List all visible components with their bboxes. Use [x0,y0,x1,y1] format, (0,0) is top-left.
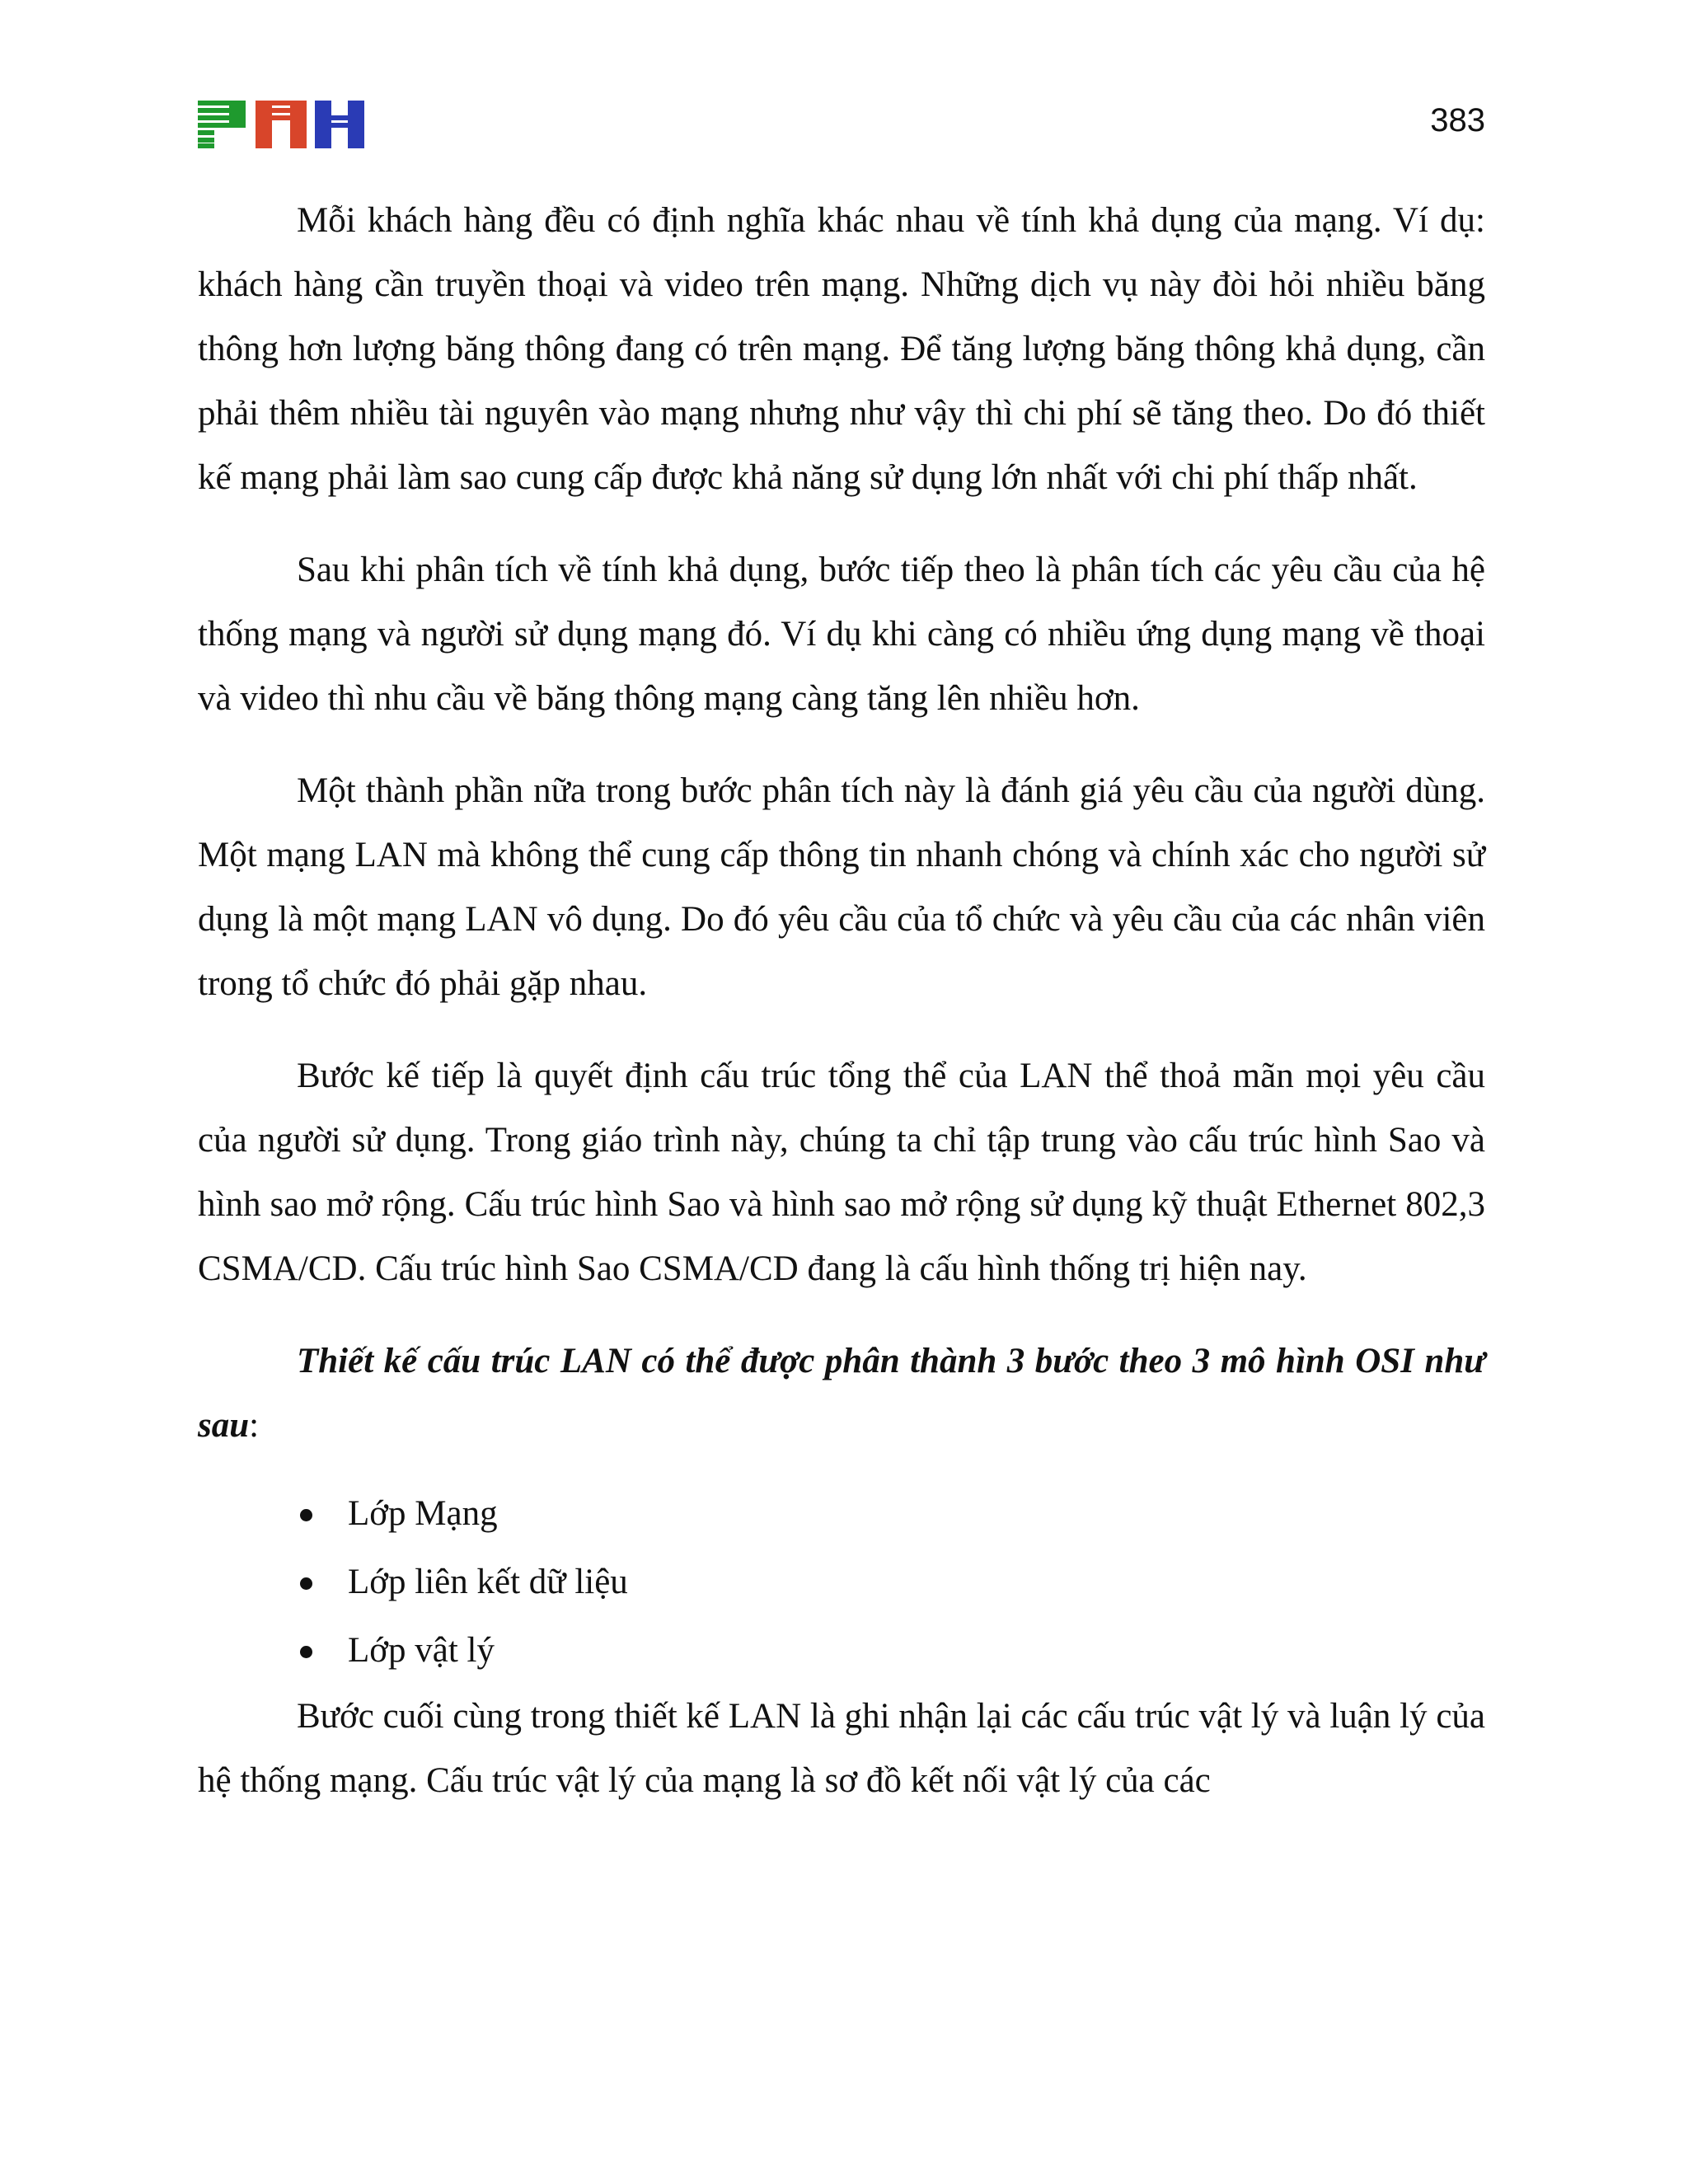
section-heading-colon: : [249,1406,260,1445]
page-number: 383 [1430,102,1485,138]
pnh-logo [198,101,364,148]
page-header [198,97,1485,155]
bullet-list [198,1479,1485,1685]
logo-letter-n [256,101,307,148]
bullet-icon [300,1646,312,1658]
logo-letter-p [198,101,246,148]
list-item [297,1548,1485,1616]
page-body [198,189,1485,1841]
list-item-text: Lớp vật lý [348,1631,495,1670]
list-item [297,1616,1485,1685]
bullet-icon [300,1577,312,1590]
logo-letter-h [315,101,364,148]
section-heading-text: Thiết kế cấu trúc LAN có thể được phân thành 3 bước theo 3 mô hình OSI như sau [198,1342,1485,1445]
paragraph: Bước cuối cùng trong thiết kế LAN là ghi nhận lại các cấu trúc vật lý và luận lý của hệ thống mạng. Cấu trúc vật lý của mạng là sơ đồ kết nối vật lý của các [198,1697,1485,1800]
list-item-text: Lớp liên kết dữ liệu [348,1563,628,1601]
paragraph: Bước kế tiếp là quyết định cấu trúc tổng thể của LAN thể thoả mãn mọi yêu cầu của người sử dụng. Trong giáo trình này, chúng ta chỉ tập trung vào cấu trúc hình Sao và hình sao mở rộng. Cấu trúc hình Sao và hình sao mở rộng sử dụng kỹ thuật Ethernet 802,3 CSMA/CD. Cấu trúc hình Sao CSMA/CD đang là cấu hình thống trị hiện nay. [198,1057,1485,1288]
paragraph: Một thành phần nữa trong bước phân tích này là đánh giá yêu cầu của người dùng. Một mạng LAN mà không thể cung cấp thông tin nhanh chóng và chính xác cho người sử dụng là một mạng LAN vô dụng. Do đó yêu cầu của tổ chức và yêu cầu của các nhân viên trong tổ chức đó phải gặp nhau. [198,771,1485,1003]
section-heading [198,1329,1485,1458]
paragraph: Sau khi phân tích về tính khả dụng, bước tiếp theo là phân tích các yêu cầu của hệ thống mạng và người sử dụng mạng đó. Ví dụ khi càng có nhiều ứng dụng mạng về thoại và video thì nhu cầu về băng thông mạng càng tăng lên nhiều hơn. [198,551,1485,718]
list-item-text: Lớp Mạng [348,1494,498,1533]
bullet-icon [300,1509,312,1521]
paragraph: Mỗi khách hàng đều có định nghĩa khác nhau về tính khả dụng của mạng. Ví dụ: khách hàng cần truyền thoại và video trên mạng. Những dịch vụ này đòi hỏi nhiều băng thông hơn lượng băng thông đang có trên mạng. Để tăng lượng băng thông khả dụng, cần phải thêm nhiều tài nguyên vào mạng nhưng như vậy thì chi phí sẽ tăng theo. Do đó thiết kế mạng phải làm sao cung cấp được khả năng sử dụng lớn nhất với chi phí thấp nhất. [198,201,1485,497]
list-item [297,1479,1485,1548]
